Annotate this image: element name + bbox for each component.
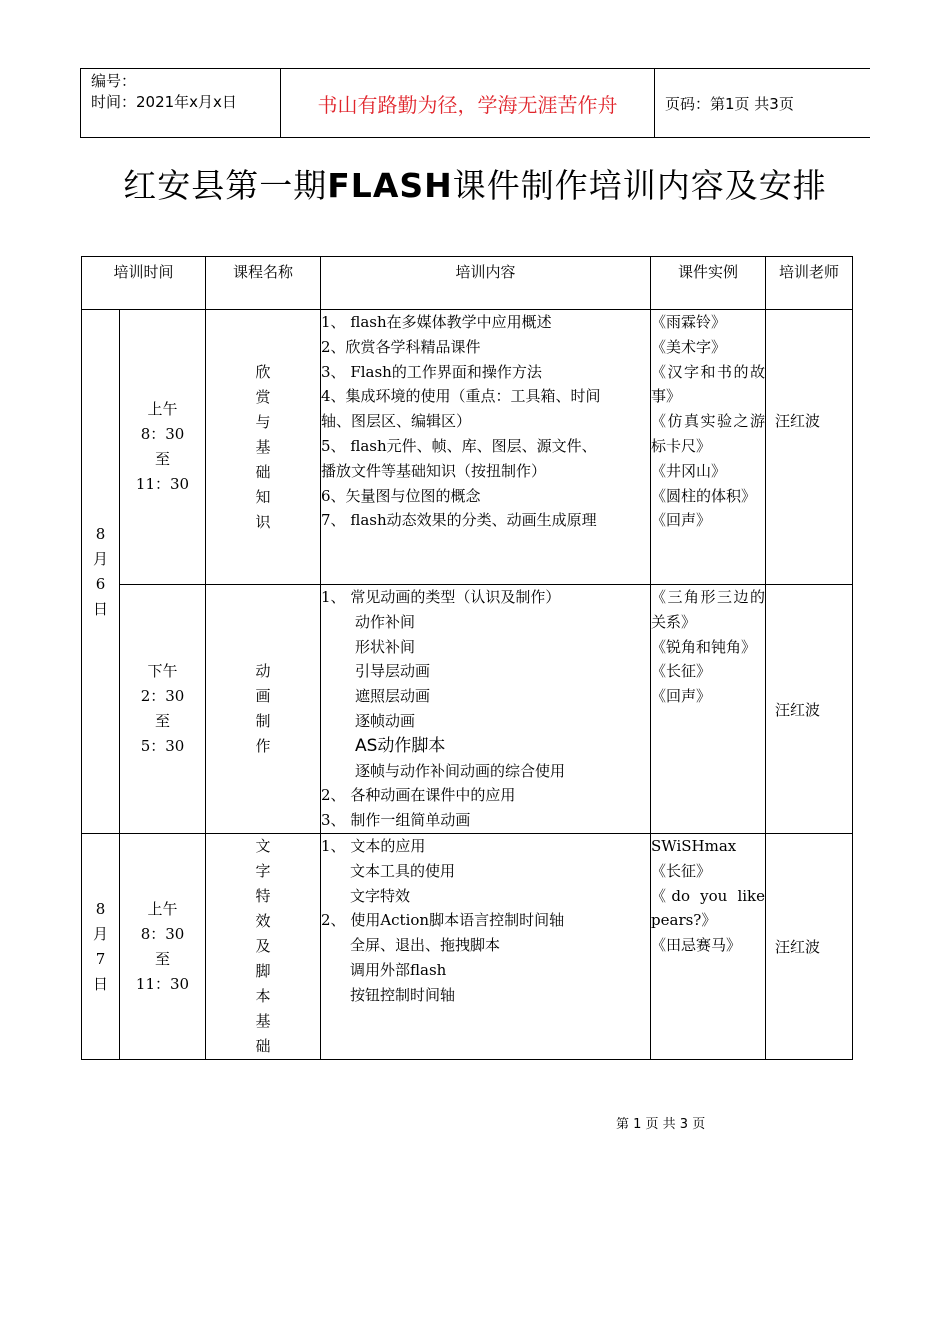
content-line: 1、 常见动画的类型（认识及制作） bbox=[321, 588, 561, 606]
date-char: 日 bbox=[92, 599, 108, 618]
content-subline: AS动作脚本 bbox=[355, 735, 446, 756]
header-content: 培训内容 bbox=[321, 257, 651, 310]
table-row bbox=[82, 310, 853, 585]
end-time: 11：30 bbox=[135, 475, 190, 493]
content-subline: 逐帧与动作补间动画的综合使用 bbox=[355, 761, 566, 780]
course-char: 字 bbox=[255, 862, 271, 880]
content-subline: 文本工具的使用 bbox=[350, 861, 456, 880]
example-item: 《圆柱的体积》 bbox=[651, 486, 757, 505]
time-cell bbox=[120, 834, 206, 1060]
content-cell bbox=[321, 585, 651, 834]
end-time: 5：30 bbox=[140, 737, 185, 755]
time-cell bbox=[120, 585, 206, 834]
page-title bbox=[0, 160, 950, 207]
content-line: 3、 制作一组简单动画 bbox=[321, 811, 471, 830]
header-page: 页码：第1页 共3页 bbox=[654, 69, 870, 137]
content-subline: 按钮控制时间轴 bbox=[350, 985, 456, 1004]
content-line: 2、 各种动画在课件中的应用 bbox=[321, 786, 516, 805]
content-line: 2、欣赏各学科精品课件 bbox=[321, 337, 481, 356]
course-char: 脚 bbox=[255, 962, 271, 980]
course-char: 础 bbox=[255, 462, 271, 481]
content-subline: 调用外部flash bbox=[350, 960, 447, 979]
course-cell bbox=[206, 834, 321, 1060]
to-label: 至 bbox=[155, 949, 171, 968]
course-char: 础 bbox=[255, 1037, 271, 1055]
example-item: 《长征》 bbox=[651, 861, 712, 880]
content-line: 4、集成环境的使用（重点：工具箱、时间 bbox=[321, 387, 601, 406]
example-item: 《汉字和书的故事》 bbox=[651, 362, 766, 406]
example-item: 《仿真实验之游标卡尺》 bbox=[651, 412, 766, 455]
examples-cell bbox=[651, 310, 766, 585]
content-line: 3、 Flash的工作界面和操作方法 bbox=[321, 362, 542, 381]
date-cell bbox=[82, 834, 120, 1060]
content-subline: 遮照层动画 bbox=[355, 687, 431, 706]
course-char: 画 bbox=[255, 687, 271, 705]
example-item: 《美术字》 bbox=[651, 337, 727, 356]
date-char: 月 bbox=[92, 549, 108, 568]
date-char: 月 bbox=[92, 924, 108, 943]
course-char: 基 bbox=[255, 1012, 271, 1030]
teacher-cell: 汪红波 bbox=[766, 310, 853, 585]
content-line: 6、矢量图与位图的概念 bbox=[321, 486, 481, 505]
table-row bbox=[82, 585, 853, 834]
header-teacher: 培训老师 bbox=[766, 257, 853, 310]
course-char: 知 bbox=[255, 487, 271, 506]
content-line: 7、 flash动态效果的分类、动画生成原理 bbox=[321, 511, 597, 530]
start-time: 8：30 bbox=[140, 425, 185, 443]
course-char: 与 bbox=[255, 412, 271, 431]
example-item: 《长征》 bbox=[651, 662, 712, 681]
content-subline: 动作补间 bbox=[355, 612, 416, 631]
examples-cell bbox=[651, 834, 766, 1060]
content-subline: 引导层动画 bbox=[355, 662, 431, 681]
content-line: 5、 flash元件、帧、库、图层、源文件、 bbox=[321, 436, 597, 455]
to-label: 至 bbox=[155, 712, 171, 730]
date-char: 8 bbox=[95, 524, 106, 543]
example-item: 《回声》 bbox=[651, 687, 712, 706]
example-item: SWiSHmax bbox=[651, 837, 737, 855]
content-cell bbox=[321, 310, 651, 585]
header-motto: 书山有路勤为径，学海无涯苦作舟 bbox=[317, 92, 618, 117]
course-char: 文 bbox=[255, 837, 271, 855]
content-line: 1、 文本的应用 bbox=[321, 837, 426, 855]
table-row bbox=[82, 834, 853, 1060]
date-char: 日 bbox=[92, 974, 108, 993]
content-subline: 全屏、退出、拖拽脚本 bbox=[350, 936, 501, 955]
header-examples: 课件实例 bbox=[651, 257, 766, 310]
content-subline: 形状补间 bbox=[355, 637, 416, 656]
date-char: 6 bbox=[95, 574, 106, 593]
course-char: 动 bbox=[255, 662, 271, 680]
start-time: 8：30 bbox=[140, 924, 185, 943]
course-char: 基 bbox=[255, 437, 271, 456]
period: 上午 bbox=[147, 400, 178, 418]
start-time: 2：30 bbox=[140, 687, 185, 705]
period: 上午 bbox=[147, 899, 178, 918]
course-char: 制 bbox=[255, 712, 271, 730]
course-char: 特 bbox=[255, 887, 271, 905]
course-char: 作 bbox=[255, 737, 271, 755]
course-char: 赏 bbox=[255, 387, 271, 406]
example-item: 《三角形三边的关系》 bbox=[651, 588, 766, 631]
date-char: 8 bbox=[95, 899, 106, 918]
content-cell bbox=[321, 834, 651, 1060]
end-time: 11：30 bbox=[135, 974, 190, 993]
content-line: 播放文件等基础知识（按扭制作） bbox=[321, 461, 547, 480]
document-header bbox=[80, 68, 870, 138]
header-course: 课程名称 bbox=[206, 257, 321, 310]
example-item: 《回声》 bbox=[651, 511, 712, 530]
to-label: 至 bbox=[155, 450, 171, 468]
header-meta bbox=[80, 69, 281, 137]
content-line: 1、 flash在多媒体教学中应用概述 bbox=[321, 313, 552, 331]
schedule-table bbox=[81, 256, 853, 1060]
example-item: 《井冈山》 bbox=[651, 461, 727, 480]
table-header-row bbox=[82, 257, 853, 310]
content-subline: 逐帧动画 bbox=[355, 711, 416, 730]
course-char: 欣 bbox=[255, 362, 271, 381]
teacher-cell: 汪红波 bbox=[766, 834, 853, 1060]
course-cell bbox=[206, 585, 321, 834]
course-char: 本 bbox=[255, 987, 271, 1005]
example-item: 《do you like pears?》 bbox=[651, 886, 766, 930]
title-prefix: 红安县第一期 bbox=[123, 166, 328, 205]
course-char: 效 bbox=[255, 912, 271, 930]
content-line: 轴、图层区、编辑区） bbox=[321, 412, 472, 431]
period: 下午 bbox=[147, 662, 178, 680]
course-char: 及 bbox=[255, 937, 271, 955]
title-suffix: 课件制作培训内容及安排 bbox=[452, 166, 827, 205]
teacher-cell: 汪红波 bbox=[766, 585, 853, 834]
content-subline: 文字特效 bbox=[350, 886, 411, 905]
title-flash: FLASH bbox=[327, 166, 453, 205]
time-cell bbox=[120, 310, 206, 585]
content-line: 2、 使用Action脚本语言控制时间轴 bbox=[321, 911, 565, 930]
date-char: 7 bbox=[95, 949, 106, 968]
time-label: 时间：2021年x月x日 bbox=[91, 93, 237, 111]
example-item: 《雨霖铃》 bbox=[651, 313, 727, 331]
course-char: 识 bbox=[255, 512, 271, 531]
header-time: 培训时间 bbox=[82, 257, 206, 310]
course-cell bbox=[206, 310, 321, 585]
number-label: 编号： bbox=[91, 72, 137, 90]
example-item: 《田忌赛马》 bbox=[651, 936, 742, 955]
example-item: 《锐角和钝角》 bbox=[651, 637, 757, 656]
page-footer: 第 1 页 共 3 页 bbox=[616, 1117, 706, 1132]
date-cell bbox=[82, 310, 120, 834]
examples-cell bbox=[651, 585, 766, 834]
